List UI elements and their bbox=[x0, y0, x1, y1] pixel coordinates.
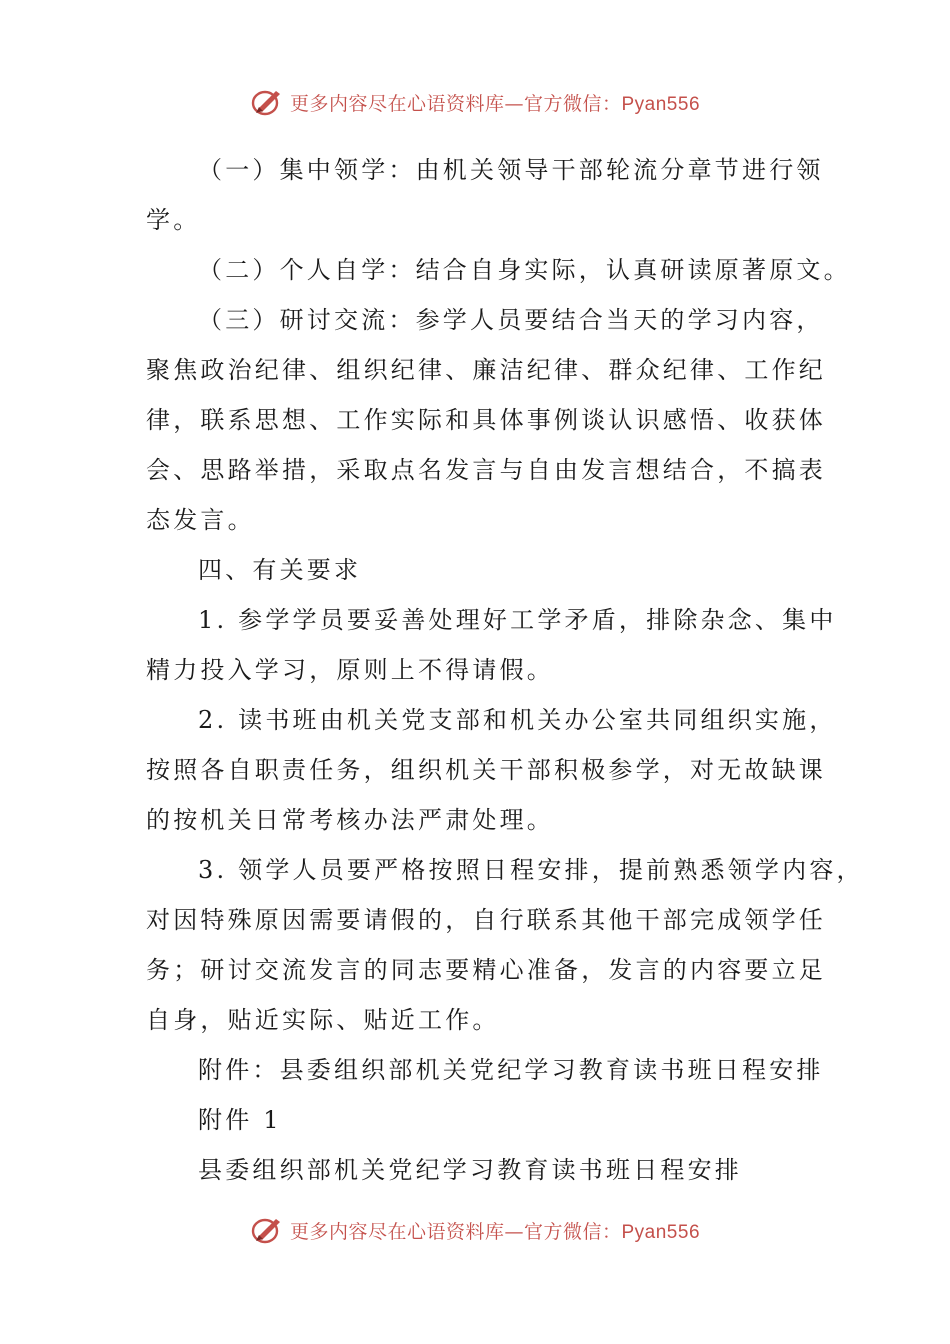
body-line-4: （三）研讨交流：参学人员要结合当天的学习内容， bbox=[198, 306, 824, 334]
body-line-16: 对因特殊原因需要请假的，自行联系其他干部完成领学任 bbox=[146, 906, 826, 934]
body-line-2: 学。 bbox=[146, 206, 201, 234]
pen-logo-icon bbox=[250, 1213, 284, 1247]
footer-watermark-banner bbox=[0, 1210, 950, 1250]
body-line-7: 会、思路举措，采取点名发言与自由发言想结合，不搞表 bbox=[146, 456, 826, 484]
body-line-10: 1. 参学学员要妥善处理好工学矛盾，排除杂念、集中 bbox=[198, 606, 837, 634]
attachment-note: 附件：县委组织部机关党纪学习教育读书班日程安排 bbox=[198, 1056, 824, 1084]
body-line-5: 聚焦政治纪律、组织纪律、廉洁纪律、群众纪律、工作纪 bbox=[146, 356, 826, 384]
attachment-title: 县委组织部机关党纪学习教育读书班日程安排 bbox=[198, 1156, 742, 1184]
footer-watermark-text: 更多内容尽在心语资料库—官方微信：Pyan556 bbox=[289, 1220, 701, 1243]
header-watermark-text: 更多内容尽在心语资料库—官方微信：Pyan556 bbox=[289, 92, 701, 115]
body-line-8: 态发言。 bbox=[146, 506, 255, 534]
body-line-13: 按照各自职责任务，组织机关干部积极参学，对无故缺课 bbox=[146, 756, 826, 784]
pen-logo-icon bbox=[250, 85, 284, 119]
body-line-12: 2. 读书班由机关党支部和机关办公室共同组织实施， bbox=[198, 706, 837, 734]
header-wechat-id: Pyan556 bbox=[621, 93, 701, 115]
body-line-18: 自身，贴近实际、贴近工作。 bbox=[146, 1006, 500, 1034]
body-line-17: 务；研讨交流发言的同志要精心准备，发言的内容要立足 bbox=[146, 956, 826, 984]
header-watermark-banner bbox=[0, 82, 950, 122]
body-line-11: 精力投入学习，原则上不得请假。 bbox=[146, 656, 554, 684]
body-line-1: （一）集中领学：由机关领导干部轮流分章节进行领 bbox=[198, 156, 824, 184]
body-line-3: （二）个人自学：结合自身实际，认真研读原著原文。 bbox=[198, 256, 851, 284]
body-line-14: 的按机关日常考核办法严肃处理。 bbox=[146, 806, 554, 834]
attachment-label: 附件 1 bbox=[198, 1106, 282, 1134]
footer-wechat-id: Pyan556 bbox=[621, 1221, 701, 1243]
body-line-6: 律，联系思想、工作实际和具体事例谈认识感悟、收获体 bbox=[146, 406, 826, 434]
section-heading-requirements: 四、有关要求 bbox=[198, 556, 362, 584]
body-line-15: 3. 领学人员要严格按照日程安排，提前熟悉领学内容， bbox=[198, 856, 864, 884]
